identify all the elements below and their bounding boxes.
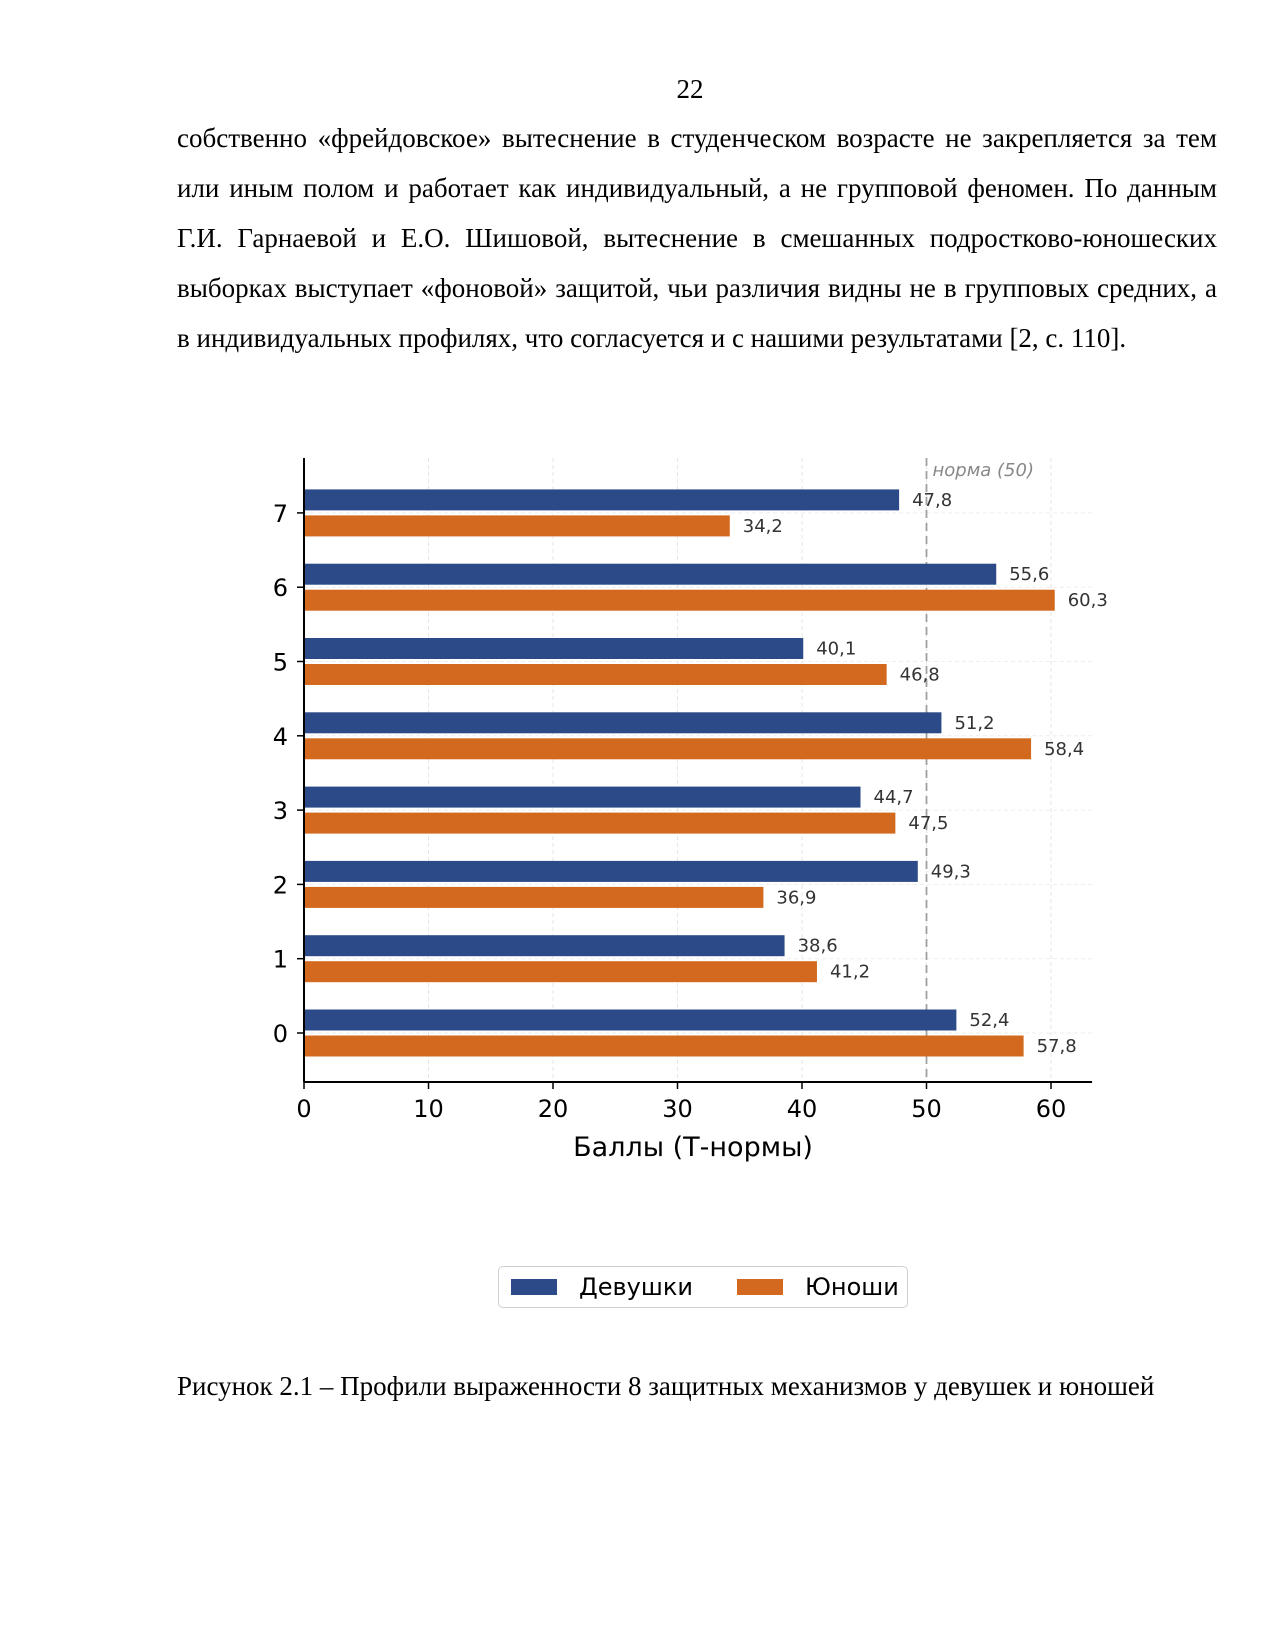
x-tick-label: 60	[1035, 1095, 1067, 1123]
data-label: 38,6	[797, 935, 838, 957]
data-label: 36,9	[776, 887, 817, 909]
x-tick-label: 0	[296, 1095, 312, 1123]
x-axis-label: Баллы (Т-нормы)	[573, 1132, 813, 1163]
legend-swatch-girls	[511, 1279, 557, 1295]
data-label: 55,6	[1009, 564, 1050, 586]
legend-swatch-boys	[737, 1279, 783, 1295]
data-label: 44,7	[873, 787, 914, 809]
y-tick-label: 1	[272, 945, 288, 974]
data-label: 41,2	[829, 961, 871, 983]
x-tick-label: 10	[413, 1095, 444, 1123]
y-tick-label: 3	[272, 797, 288, 826]
bar-boys-3	[305, 813, 895, 834]
bar-girls-2	[305, 861, 918, 882]
data-label: 49,3	[930, 861, 971, 883]
bar-boys-2	[305, 887, 763, 908]
chart-legend	[498, 1266, 908, 1308]
legend-entry-girls	[511, 1267, 693, 1307]
x-tick-label: 50	[911, 1095, 942, 1123]
bar-girls-5	[305, 638, 803, 659]
y-tick-label: 0	[272, 1020, 288, 1048]
data-label: 34,2	[742, 515, 783, 537]
data-label: 57,8	[1036, 1036, 1077, 1057]
data-label: 40,1	[816, 638, 857, 660]
bar-chart	[0, 440, 1275, 1180]
bar-boys-4	[305, 738, 1031, 759]
body-paragraph: собственно «фрейдовское» вытеснение в студенческом возрасте не закрепляется за тем или иным полом и работает как индивидуальный, а не групповой феномен. По данным Г.И. Гарнаевой и Е.О. Шишовой, вытеснение в смешанных подростково-юношеских выборках выступает «фоновой» защитой, чьи различия видны не в групповых средних, а в индивидуальных профилях, что согласуется и с нашими результатами [2, с. 110].	[177, 123, 1217, 353]
data-label: 47,5	[908, 813, 949, 835]
x-tick-label: 40	[786, 1095, 818, 1123]
y-tick-label: 6	[272, 574, 288, 603]
bar-boys-0	[305, 1036, 1024, 1057]
y-tick-label: 2	[272, 871, 288, 900]
data-label: 51,2	[954, 712, 995, 734]
data-label: 58,4	[1044, 738, 1085, 760]
legend-label-girls: Девушки	[579, 1273, 693, 1301]
bar-girls-1	[305, 935, 785, 956]
bar-girls-7	[305, 489, 899, 510]
x-tick-label: 30	[662, 1095, 693, 1123]
y-tick-label: 7	[272, 499, 288, 528]
data-label: 52,4	[969, 1010, 1010, 1031]
figure-caption: Рисунок 2.1 – Профили выраженности 8 защитных механизмов у девушек и юношей	[177, 1371, 1155, 1401]
bar-girls-3	[305, 787, 861, 808]
data-label: 60,3	[1067, 590, 1108, 612]
legend-entry-boys	[737, 1267, 899, 1307]
bar-girls-0	[305, 1010, 956, 1031]
bar-boys-1	[305, 961, 817, 982]
bar-girls-6	[305, 564, 996, 585]
y-tick-label: 5	[272, 648, 288, 677]
bar-girls-4	[305, 712, 941, 733]
x-tick-label: 20	[537, 1095, 569, 1123]
bar-boys-6	[305, 590, 1055, 611]
legend-label-boys: Юноши	[805, 1273, 899, 1301]
y-tick-label: 4	[272, 722, 288, 751]
data-label: 47,8	[912, 489, 953, 511]
reference-line-label: норма (50)	[932, 460, 1034, 481]
page-number: 22	[676, 74, 704, 104]
bar-boys-5	[305, 664, 887, 685]
bar-boys-7	[305, 515, 730, 536]
data-label: 46,8	[899, 664, 940, 686]
